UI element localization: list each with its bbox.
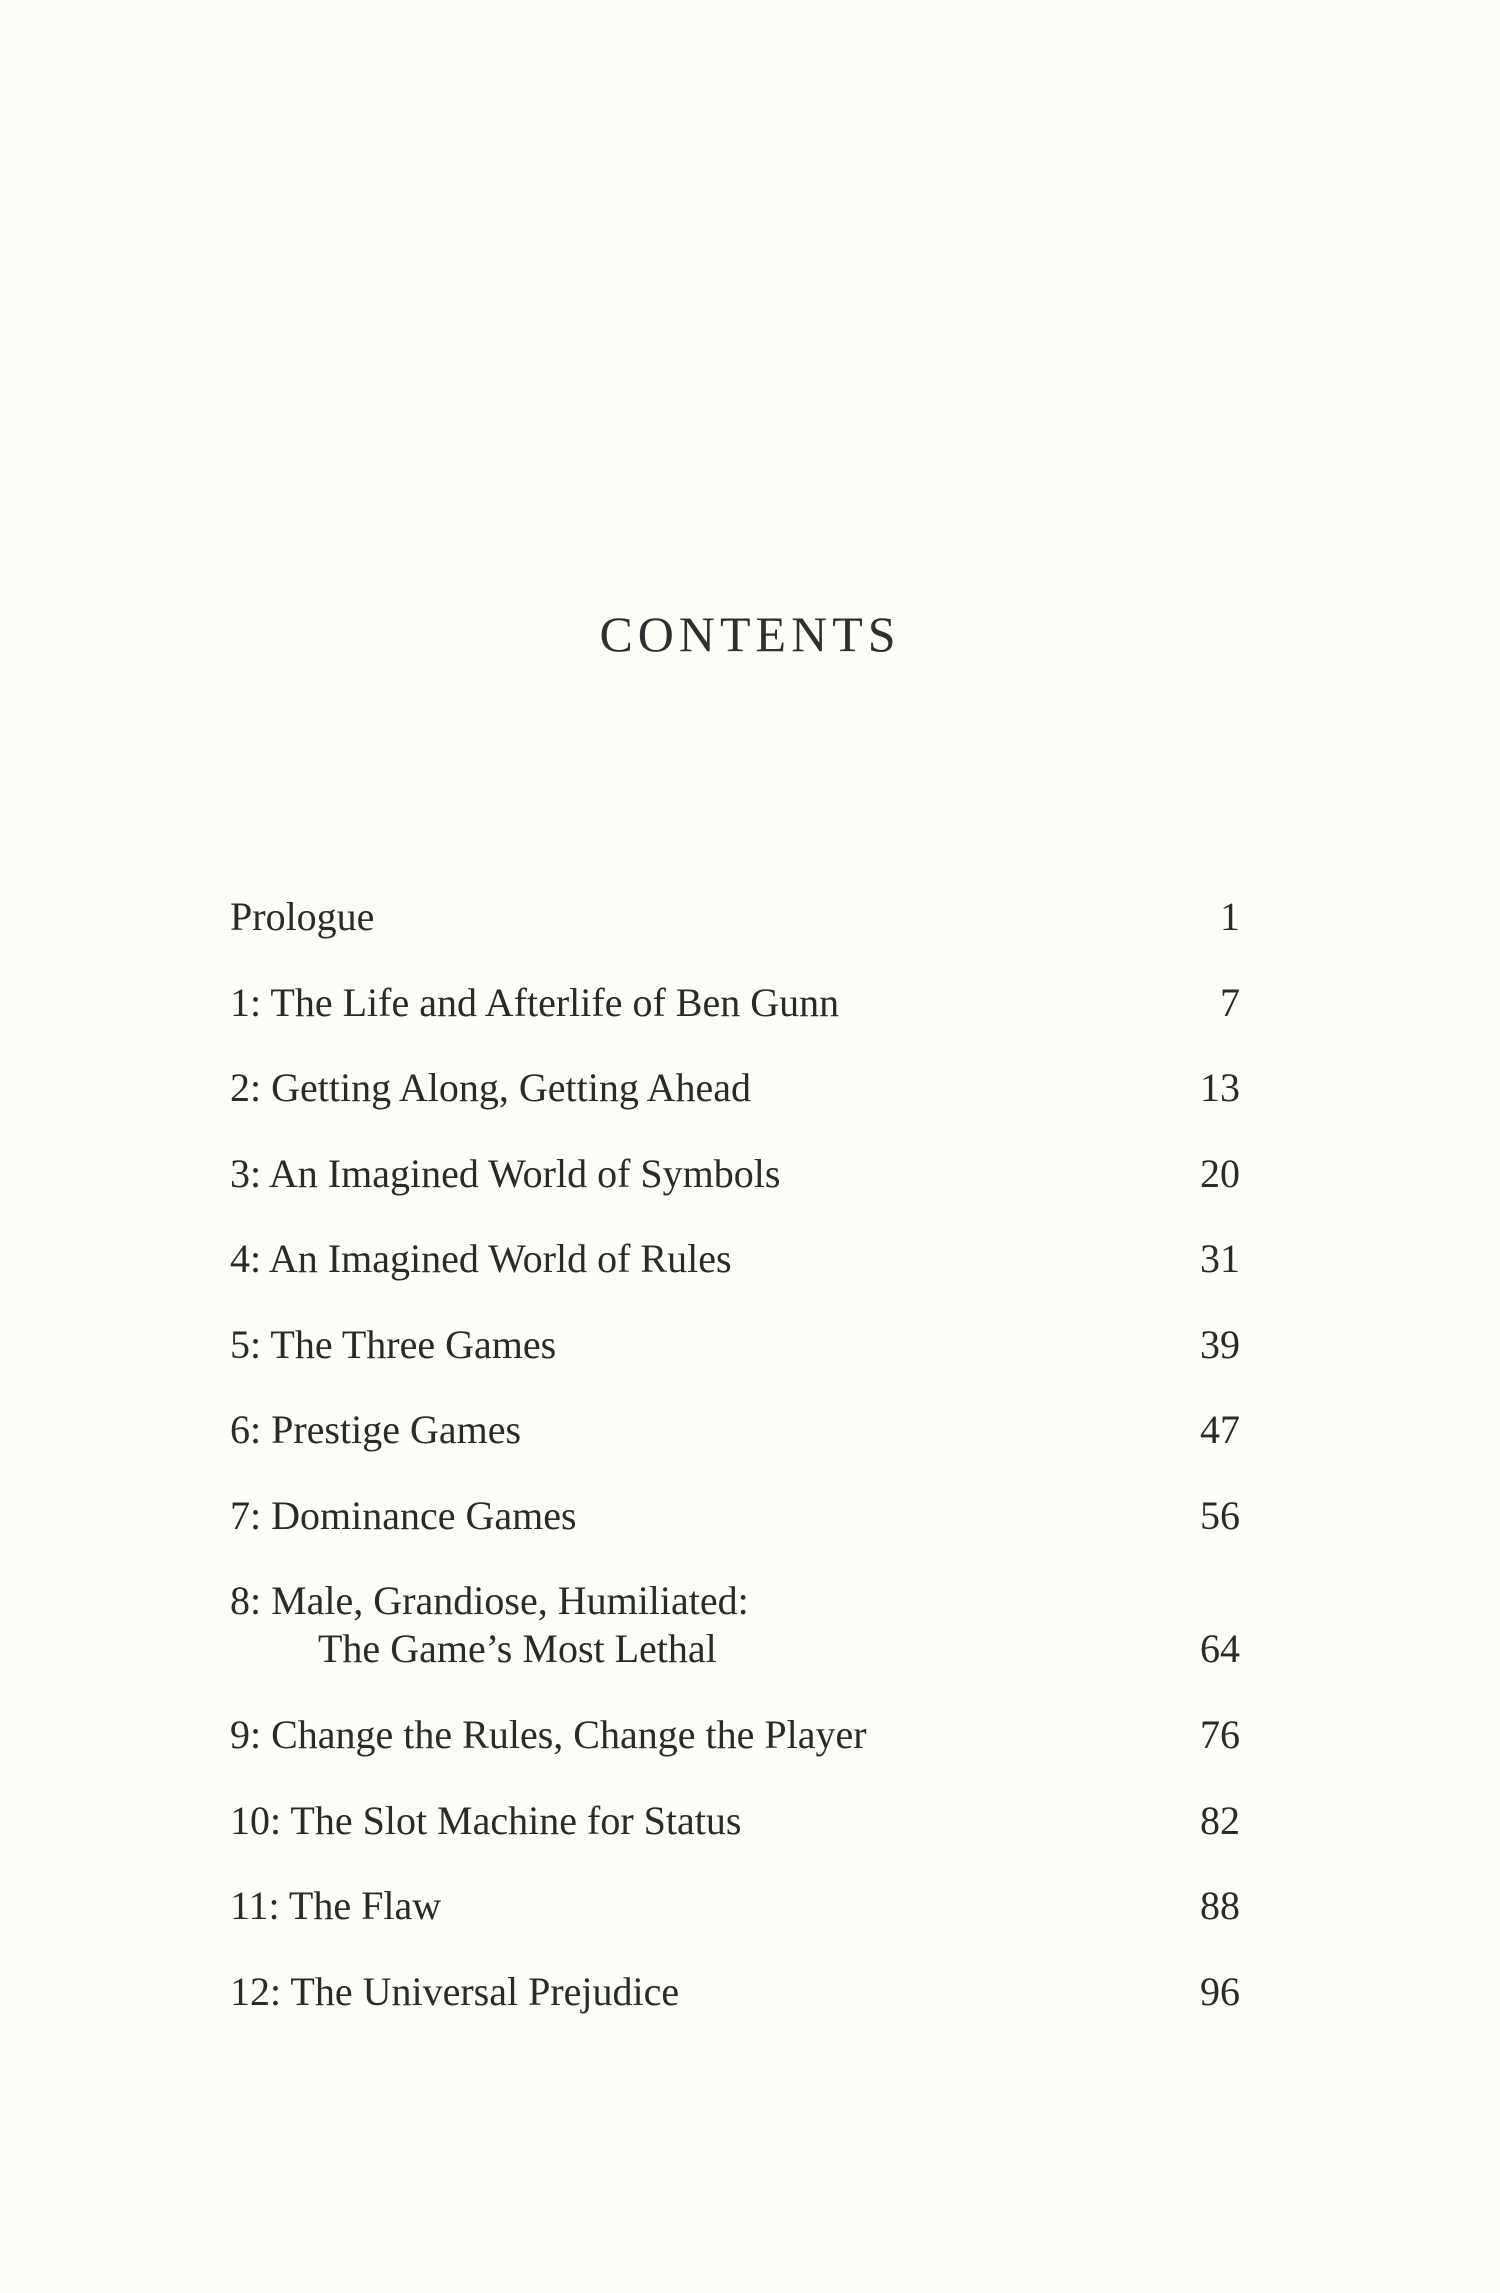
toc-entry-page: 7 [1220,979,1240,1025]
toc-entry-title: 7: Dominance Games [230,1492,577,1538]
toc-entry-chapter-4 [230,1235,1240,1321]
toc-entry-title: 1: The Life and Afterlife of Ben Gunn [230,979,840,1025]
toc-entry-chapter-2 [230,1064,1240,1150]
toc-entry-page: 31 [1200,1236,1240,1281]
toc-entry-title: 4: An Imagined World of Rules [230,1236,732,1281]
toc-entry-title: 11: The Flaw [230,1883,442,1928]
toc-entry-chapter-10 [230,1797,1240,1883]
toc-entry-chapter-7 [230,1492,1240,1578]
toc-entry-page: 39 [1200,1321,1240,1367]
toc-entry-title: 5: The Three Games [230,1321,557,1367]
toc-entry-page: 64 [1200,1626,1240,1671]
table-of-contents [230,893,1240,2053]
toc-entry-page: 47 [1200,1407,1240,1452]
toc-entry-title: 12: The Universal Prejudice [230,1968,680,2014]
toc-entry-title: 9: Change the Rules, Change the Player [230,1712,867,1757]
toc-entry-page: 20 [1200,1150,1240,1196]
toc-entry-page: 1 [1220,894,1240,939]
toc-entry-title: 10: The Slot Machine for Status [230,1797,742,1843]
toc-entry-chapter-6 [230,1406,1240,1492]
toc-entry-prologue [230,893,1240,979]
toc-entry-title: 8: Male, Grandiose, Humiliated: [230,1578,749,1623]
toc-entry-page: 82 [1200,1797,1240,1843]
toc-entry-page: 56 [1200,1492,1240,1538]
toc-entry-chapter-3 [230,1150,1240,1236]
toc-entry-title-continued: The Game’s Most Lethal [318,1626,717,1671]
toc-entry-title: 6: Prestige Games [230,1407,522,1452]
contents-heading: CONTENTS [599,606,901,662]
toc-entry-page: 13 [1200,1065,1240,1110]
toc-entry-chapter-12 [230,1968,1240,2054]
toc-entry-chapter-9 [230,1711,1240,1797]
toc-entry-chapter-8 [230,1577,1240,1711]
toc-entry-chapter-5 [230,1321,1240,1407]
toc-entry-page: 96 [1200,1968,1240,2014]
toc-entry-chapter-1 [230,979,1240,1065]
toc-entry-title: 3: An Imagined World of Symbols [230,1150,781,1196]
toc-entry-title: 2: Getting Along, Getting Ahead [230,1065,752,1110]
toc-entry-chapter-11 [230,1882,1240,1968]
toc-entry-title: Prologue [230,894,375,939]
toc-entry-page: 76 [1200,1712,1240,1757]
toc-entry-page: 88 [1200,1883,1240,1928]
